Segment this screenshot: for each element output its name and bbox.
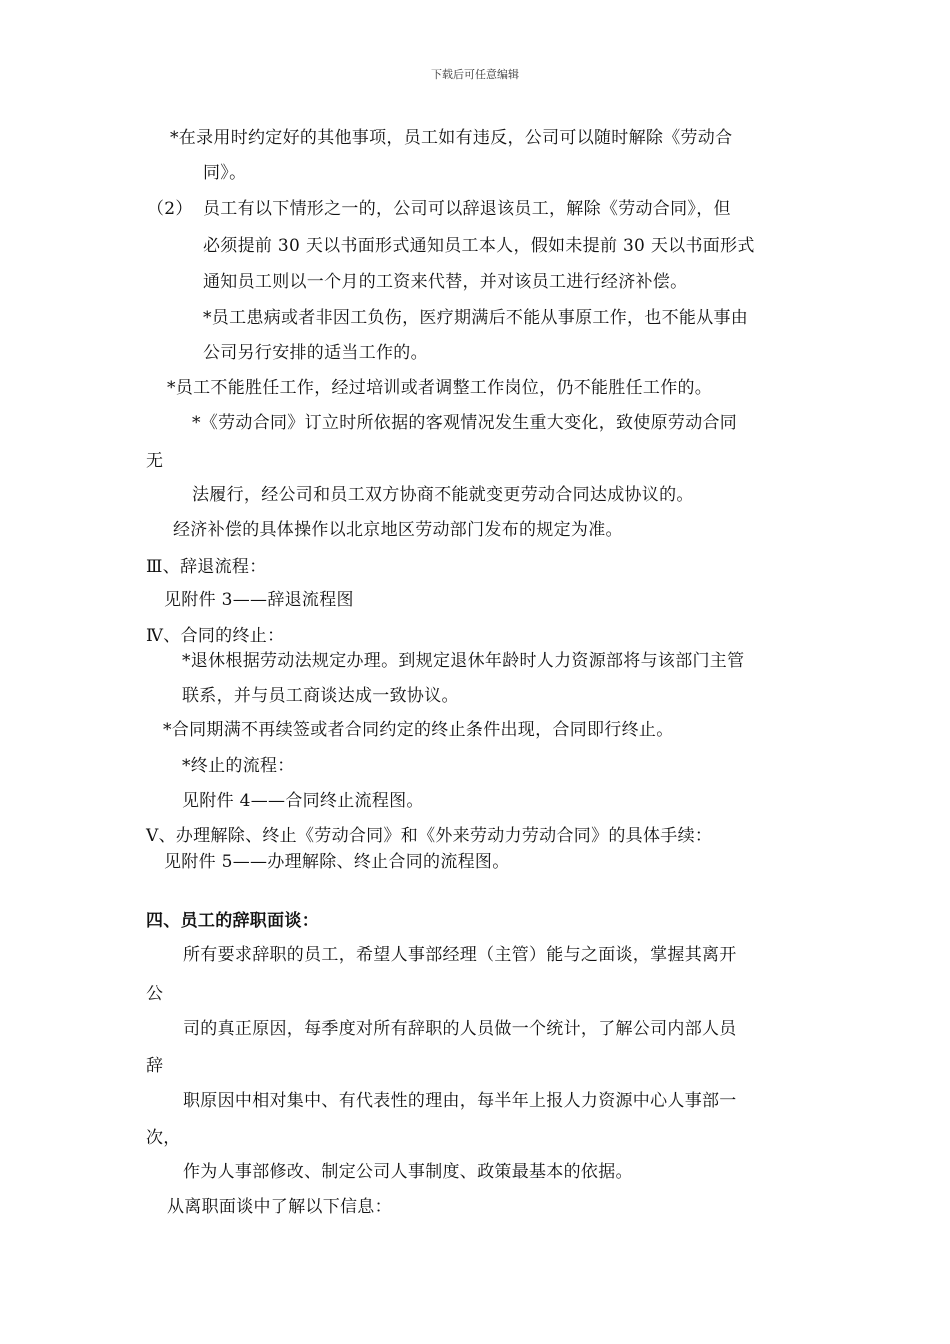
text-line: 所有要求辞职的员工，希望人事部经理（主管）能与之面谈，掌握其离开 <box>183 945 737 965</box>
page-header: 下载后可任意编辑 <box>431 68 519 81</box>
text-line: 必须提前 30 天以书面形式通知员工本人，假如未提前 30 天以书面形式 <box>203 236 755 256</box>
text-line: *《劳动合同》订立时所依据的客观情况发生重大变化，致使原劳动合同 <box>192 413 738 433</box>
text-line: 见附件 3——辞退流程图 <box>164 590 354 610</box>
text-line: 次， <box>146 1128 181 1148</box>
text-line: 职原因中相对集中、有代表性的理由，每半年上报人力资源中心人事部一 <box>183 1091 737 1111</box>
text-line: 司的真正原因，每季度对所有辞职的人员做一个统计，了解公司内部人员 <box>183 1019 737 1039</box>
section-heading: Ⅳ、合同的终止： <box>146 626 285 646</box>
text-line: 法履行，经公司和员工双方协商不能就变更劳动合同达成协议的。 <box>192 485 694 505</box>
text-line: *终止的流程： <box>182 756 295 776</box>
text-line: 员工有以下情形之一的，公司可以辞退该员工，解除《劳动合同》，但 <box>203 199 731 219</box>
text-line: *员工患病或者非因工负伤，医疗期满后不能从事原工作，也不能从事由 <box>203 308 749 328</box>
text-line: *在录用时约定好的其他事项，员工如有违反，公司可以随时解除《劳动合 <box>170 128 733 148</box>
text-line: 见附件 5——办理解除、终止合同的流程图。 <box>164 852 510 872</box>
text-line: *退休根据劳动法规定办理。到规定退休年龄时人力资源部将与该部门主管 <box>182 651 745 671</box>
text-line: 公 <box>146 984 164 1004</box>
text-line: 无 <box>146 451 164 471</box>
text-line: 公司另行安排的适当工作的。 <box>203 343 428 363</box>
section-heading: Ⅴ、办理解除、终止《劳动合同》和《外来劳动力劳动合同》的具体手续： <box>146 826 713 846</box>
section-title: 四、员工的辞职面谈： <box>146 911 319 931</box>
text-line: 见附件 4——合同终止流程图。 <box>182 791 424 811</box>
list-marker: （2） <box>147 199 193 219</box>
text-line: 联系，并与员工商谈达成一致协议。 <box>182 686 459 706</box>
text-line: 经济补偿的具体操作以北京地区劳动部门发布的规定为准。 <box>173 520 623 540</box>
text-line: *员工不能胜任工作，经过培训或者调整工作岗位，仍不能胜任工作的。 <box>167 378 713 398</box>
text-line: 辞 <box>146 1056 164 1076</box>
text-line: 从离职面谈中了解以下信息： <box>167 1197 392 1217</box>
text-line: 通知员工则以一个月的工资来代替，并对该员工进行经济补偿。 <box>203 272 688 292</box>
text-line: 作为人事部修改、制定公司人事制度、政策最基本的依据。 <box>183 1162 633 1182</box>
text-line: *合同期满不再续签或者合同约定的终止条件出现，合同即行终止。 <box>163 720 674 740</box>
text-line: 同》。 <box>203 163 247 183</box>
section-heading: Ⅲ、辞退流程： <box>146 557 267 577</box>
